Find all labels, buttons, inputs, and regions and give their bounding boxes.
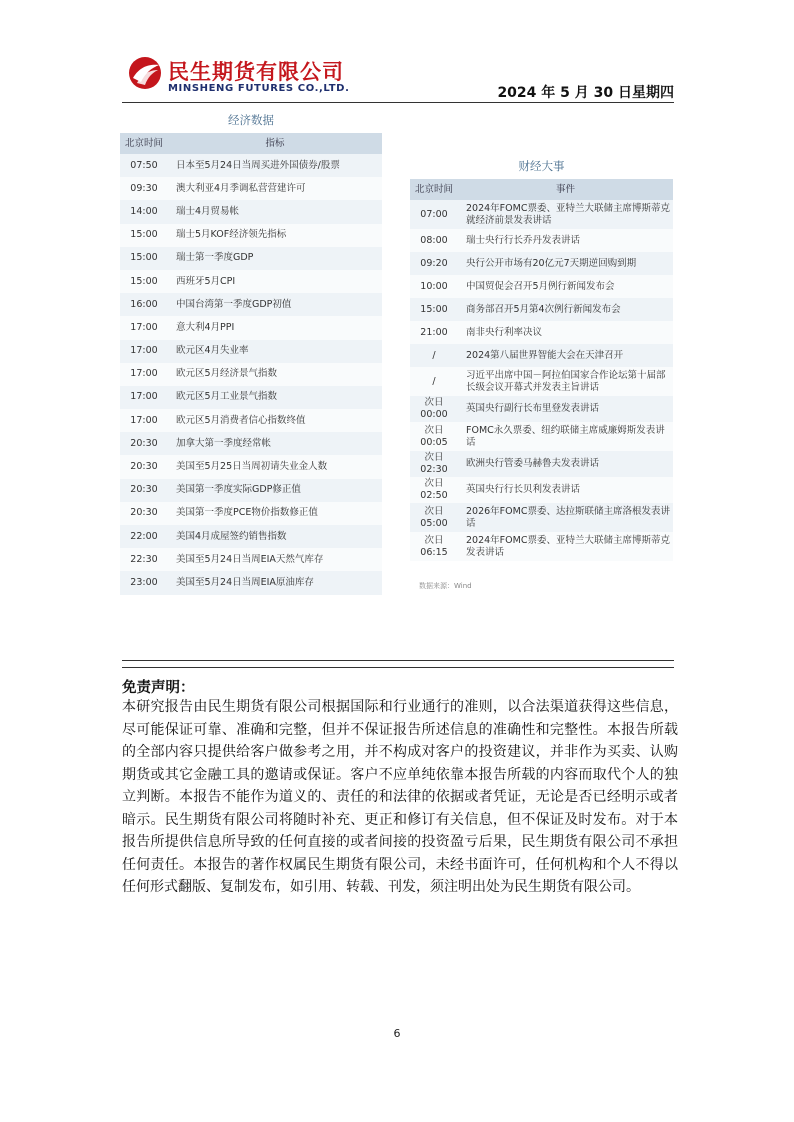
row-time: 22:00 bbox=[130, 530, 158, 542]
row-text: 意大利4月PPI bbox=[176, 321, 235, 333]
row-time: 08:00 bbox=[420, 234, 448, 246]
row-text: 2024年FOMC票委、亚特兰大联储主席博斯蒂克发表讲话 bbox=[466, 534, 670, 558]
row-time: 16:00 bbox=[130, 298, 158, 310]
page-number: 6 bbox=[393, 1027, 401, 1040]
event-table-title: 财经大事 bbox=[518, 159, 565, 173]
events-table bbox=[410, 179, 673, 561]
row-time: 10:00 bbox=[420, 280, 448, 292]
row-time: 21:00 bbox=[420, 326, 448, 338]
row-text: 欧元区4月失业率 bbox=[176, 345, 249, 357]
row-time: 15:00 bbox=[130, 229, 158, 241]
row-time: 次日 00:00 bbox=[420, 397, 448, 420]
row-text: 英国央行副行长布里登发表讲话 bbox=[466, 403, 600, 414]
row-time: 次日 06:15 bbox=[420, 534, 448, 558]
row-time: 14:00 bbox=[130, 205, 158, 217]
row-text: 2026年FOMC票委、达拉斯联储主席洛根发表讲话 bbox=[466, 505, 670, 529]
row-text: 美国至5月24日当周EIA天然气库存 bbox=[176, 553, 324, 565]
row-text: 瑞士4月贸易帐 bbox=[176, 205, 240, 217]
row-time: 17:00 bbox=[130, 391, 158, 403]
row-text: 英国央行行长贝利发表讲话 bbox=[466, 484, 581, 495]
table-row bbox=[120, 270, 382, 293]
row-text: 南非央行利率决议 bbox=[466, 326, 543, 338]
row-text: 2024年FOMC票委、亚特兰大联储主席博斯蒂克就经济前景发表讲话 bbox=[466, 202, 670, 226]
disclaimer-body: 本研究报告由民生期货有限公司根据国际和行业通行的准则，以合法渠道获得这些信息，尽可能保证可靠、准确和完整，但并不保证报告所述信息的准确性和完整性。本报告所载的全部内容只提供给客户做参考之用，并不构成对客户的投资建议，并非作为买卖、认购期货或其它金融工具的邀请或保证。客户不应单纯依靠本报告所载的内容而取代个人的独立判断。本报告不能作为道义的、责任的和法律的依据或者凭证，无论是否已经明示或者暗示。民生期货有限公司将随时补充、更正和修订有关信息，但不保证及时发布。对于本报告所提供信息所导致的任何直接的或者间接的投资盈亏后果，民生期货有限公司不承担任何责任。本报告的著作权属民生期货有限公司，未经书面许可，任何机构和个人不得以任何形式翻版、复制发布，如引用、转载、刊发，须注明出处为民生期货有限公司。 bbox=[122, 699, 678, 895]
row-text: 欧元区5月消费者信心指数终值 bbox=[176, 414, 306, 426]
row-text: 习近平出席中国－阿拉伯国家合作论坛第十届部长级会议开幕式并发表主旨讲话 bbox=[466, 369, 666, 393]
table-row bbox=[120, 386, 382, 409]
table-row bbox=[410, 275, 673, 298]
row-text: 央行公开市场有20亿元7天期逆回购到期 bbox=[466, 257, 637, 269]
table-header bbox=[120, 133, 382, 154]
row-text: 美国第一季度实际GDP修正值 bbox=[176, 484, 301, 496]
row-text: 瑞士第一季度GDP bbox=[176, 252, 254, 264]
report-date: 2024 年 5 月 30 日星期四 bbox=[497, 85, 674, 101]
row-text: FOMC永久票委、纽约联储主席威廉姆斯发表讲话 bbox=[466, 424, 665, 448]
table-row bbox=[410, 503, 673, 532]
minsheng-logo-icon bbox=[128, 56, 162, 90]
row-time: 17:00 bbox=[130, 345, 158, 357]
table-row bbox=[410, 252, 673, 275]
table-row bbox=[410, 200, 673, 229]
row-text: 中国贸促会召开5月例行新闻发布会 bbox=[466, 280, 615, 292]
row-text: 欧元区5月经济景气指数 bbox=[176, 368, 278, 380]
table-row bbox=[410, 396, 673, 422]
table-row bbox=[120, 224, 382, 247]
brand-name-en: MINSHENG FUTURES CO.,LTD. bbox=[168, 83, 350, 94]
data-source-note: 数据来源：Wind bbox=[419, 582, 472, 590]
table-row bbox=[410, 229, 673, 252]
row-text: 西班牙5月CPI bbox=[176, 275, 236, 287]
table-row bbox=[120, 502, 382, 525]
table-row bbox=[120, 363, 382, 386]
row-text: 中国台湾第一季度GDP初值 bbox=[176, 298, 292, 310]
row-time: 15:00 bbox=[130, 252, 158, 264]
table-row bbox=[410, 298, 673, 321]
row-time: 23:00 bbox=[130, 576, 158, 588]
row-time: 次日 02:30 bbox=[420, 452, 448, 475]
col-header-time: 北京时间 bbox=[414, 183, 453, 195]
col-header-item: 事件 bbox=[555, 183, 575, 195]
row-time: 15:00 bbox=[130, 275, 158, 287]
row-time: 15:00 bbox=[420, 303, 448, 315]
row-text: 瑞士央行行长乔丹发表讲话 bbox=[466, 234, 581, 246]
brand-name-cn: 民生期货有限公司 bbox=[168, 60, 344, 84]
table-row bbox=[410, 321, 673, 344]
table-row bbox=[410, 367, 673, 396]
table-row bbox=[410, 532, 673, 561]
row-time: 09:20 bbox=[420, 257, 448, 269]
disclaimer-divider-top bbox=[122, 660, 674, 661]
row-time: 次日 02:50 bbox=[420, 478, 448, 501]
econ-data-table bbox=[120, 133, 382, 595]
table-row bbox=[120, 479, 382, 502]
row-text: 加拿大第一季度经常帐 bbox=[176, 437, 272, 449]
table-row bbox=[120, 571, 382, 594]
row-time: / bbox=[432, 375, 436, 387]
table-row bbox=[410, 477, 673, 503]
table-row bbox=[120, 548, 382, 571]
row-text: 商务部召开5月第4次例行新闻发布会 bbox=[466, 303, 621, 315]
report-header bbox=[122, 52, 674, 104]
row-time: 次日 00:05 bbox=[420, 424, 448, 448]
row-text: 美国4月成屋签约销售指数 bbox=[176, 530, 287, 542]
table-row bbox=[120, 247, 382, 270]
econ-table-title: 经济数据 bbox=[228, 113, 274, 127]
table-row bbox=[410, 422, 673, 451]
row-text: 美国至5月24日当周EIA原油库存 bbox=[176, 576, 314, 588]
row-time: 次日 05:00 bbox=[420, 505, 448, 529]
row-time: 07:50 bbox=[130, 159, 158, 171]
row-text: 美国第一季度PCE物价指数修正值 bbox=[176, 507, 318, 519]
table-row bbox=[120, 525, 382, 548]
row-time: 09:30 bbox=[130, 182, 158, 194]
row-text: 美国至5月25日当周初请失业金人数 bbox=[176, 461, 328, 473]
row-time: 22:30 bbox=[130, 553, 158, 565]
col-header-item: 指标 bbox=[265, 137, 285, 149]
row-time: 20:30 bbox=[130, 484, 158, 496]
row-time: 20:30 bbox=[130, 437, 158, 449]
row-text: 日本至5月24日当周买进外国债券/股票 bbox=[176, 159, 340, 171]
table-row bbox=[120, 177, 382, 200]
row-time: 20:30 bbox=[130, 461, 158, 473]
row-text: 欧元区5月工业景气指数 bbox=[176, 391, 278, 403]
row-text: 瑞士5月KOF经济领先指标 bbox=[176, 229, 287, 241]
row-time: 20:30 bbox=[130, 507, 158, 519]
table-row bbox=[120, 293, 382, 316]
table-row bbox=[120, 455, 382, 478]
table-row bbox=[410, 344, 673, 367]
table-row bbox=[120, 409, 382, 432]
table-row bbox=[120, 154, 382, 177]
row-time: / bbox=[432, 349, 436, 361]
row-time: 17:00 bbox=[130, 321, 158, 333]
table-row bbox=[120, 340, 382, 363]
header-divider bbox=[122, 102, 674, 103]
row-text: 欧洲央行管委马赫鲁夫发表讲话 bbox=[466, 458, 600, 469]
table-row bbox=[120, 432, 382, 455]
row-text: 澳大利亚4月季调私营营建许可 bbox=[176, 182, 306, 194]
row-time: 07:00 bbox=[420, 208, 448, 220]
col-header-time: 北京时间 bbox=[124, 137, 163, 149]
disclaimer-title: 免责声明： bbox=[122, 680, 195, 696]
table-row bbox=[410, 451, 673, 477]
table-row bbox=[120, 200, 382, 223]
row-time: 17:00 bbox=[130, 368, 158, 380]
table-header bbox=[410, 179, 673, 200]
table-row bbox=[120, 316, 382, 339]
disclaimer-divider-bottom bbox=[122, 667, 674, 668]
row-time: 17:00 bbox=[130, 414, 158, 426]
row-text: 2024第八届世界智能大会在天津召开 bbox=[466, 349, 624, 361]
